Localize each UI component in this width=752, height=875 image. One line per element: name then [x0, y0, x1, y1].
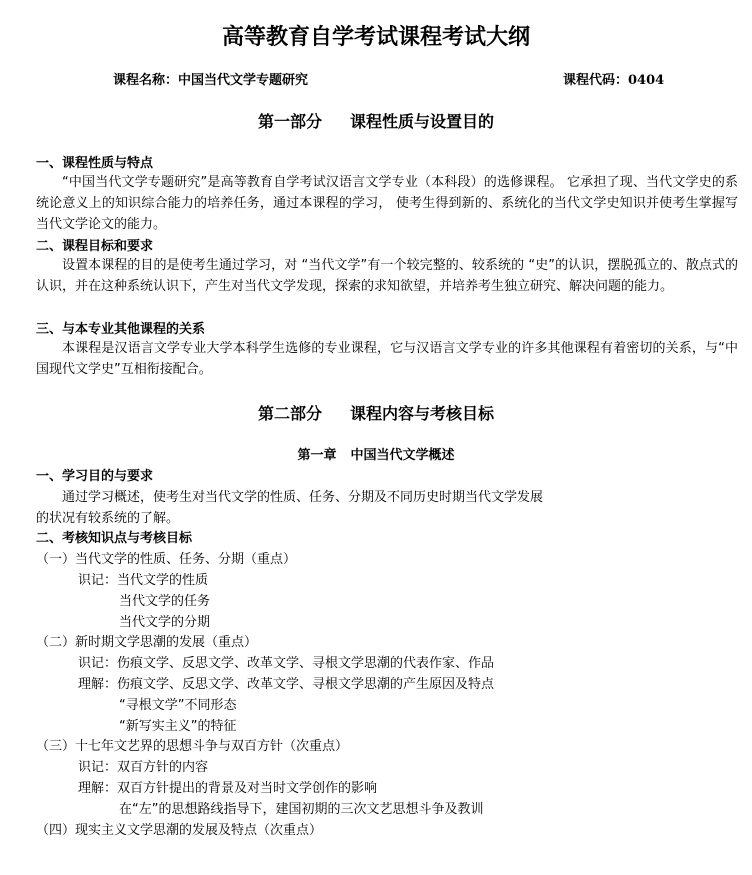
section-heading: 二、课程目标和要求 — [36, 239, 154, 254]
document-title: 高等教育自学考试课程考试大纲 — [221, 24, 530, 50]
topic-item: （一）当代文学的性质、任务、分期（重点） — [36, 552, 297, 567]
topic-item: （三）十七年文艺界的思想斗争与双百方针（次重点） — [36, 739, 349, 754]
objective-text-line: 通过学习概述，使考生对当代文学的性质、任务、分期及不同历史时期当代文学发展 — [62, 490, 544, 505]
section-paragraph: 设置本课程的目的是使考生通过学习，对 “当代文学”有一个较完整的、较系统的 “史”的认识，摆脱孤立的、散点式的认识，并在这种系统认识下，产生对当代文学发现，探索的求知欲望，并培养考生独立研究、解决问题的能力。 — [36, 258, 738, 294]
part2-heading — [0, 401, 752, 424]
part1-heading — [0, 109, 752, 132]
course-name: 课程名称：中国当代文学专题研究 — [113, 73, 309, 88]
requirement-line: 当代文学的分期 — [119, 615, 211, 630]
requirement-line: “寻根文学”不同形态 — [119, 698, 237, 713]
requirement-line: 理解：伤痕文学、反思文学、改革文学、寻根文学思潮的产生原因及特点 — [78, 677, 495, 692]
part1-label: 第一部分 — [257, 112, 322, 131]
requirement-line: “新写实主义”的特征 — [119, 719, 237, 734]
requirement-line: 识记：双百方针的内容 — [78, 760, 209, 775]
part1-title: 课程性质与设置目的 — [350, 112, 495, 131]
section-heading: 二、考核知识点与考核目标 — [36, 531, 193, 546]
course-code: 课程代码：0404 — [563, 73, 665, 88]
chapter-label: 第一章 — [297, 448, 337, 463]
requirement-line: 识记：当代文学的性质 — [78, 573, 209, 588]
chapter-title: 中国当代文学概述 — [350, 448, 455, 463]
section-paragraph: “中国当代文学专题研究”是高等教育自学考试汉语言文学专业（本科段）的选修课程。 它承担了现、当代文学史的系统论意义上的知识综合能力的培养任务，通过本课程的学习， 使考生得到新的、系统化的当代文学史知识并使考生掌握写当代文学论文的能力。 — [36, 175, 738, 232]
requirement-line: 当代文学的任务 — [119, 594, 211, 609]
requirement-line: 在“左”的思想路线指导下，建国初期的三次文艺思想斗争及教训 — [119, 802, 484, 817]
part2-title: 课程内容与考核目标 — [350, 404, 495, 423]
section-heading: 一、课程性质与特点 — [36, 156, 154, 171]
objective-text-line: 的状况有较系统的了解。 — [36, 511, 180, 526]
section-heading: 一、学习目的与要求 — [36, 469, 154, 484]
chapter-heading — [0, 444, 752, 463]
topic-item: （四）现实主义文学思潮的发展及特点（次重点） — [36, 823, 323, 838]
topic-item: （二）新时期文学思潮的发展（重点） — [36, 635, 258, 650]
requirement-line: 理解：双百方针提出的背景及对当时文学创作的影响 — [78, 781, 378, 796]
requirement-line: 识记：伤痕文学、反思文学、改革文学、寻根文学思潮的代表作家、作品 — [78, 656, 495, 671]
part2-label: 第二部分 — [257, 404, 322, 423]
section-heading: 三、与本专业其他课程的关系 — [36, 322, 206, 337]
section-paragraph: 本课程是汉语言文学专业大学本科学生选修的专业课程，它与汉语言文学专业的许多其他课程有着密切的关系，与“中国现代文学史”互相衔接配合。 — [36, 341, 738, 377]
